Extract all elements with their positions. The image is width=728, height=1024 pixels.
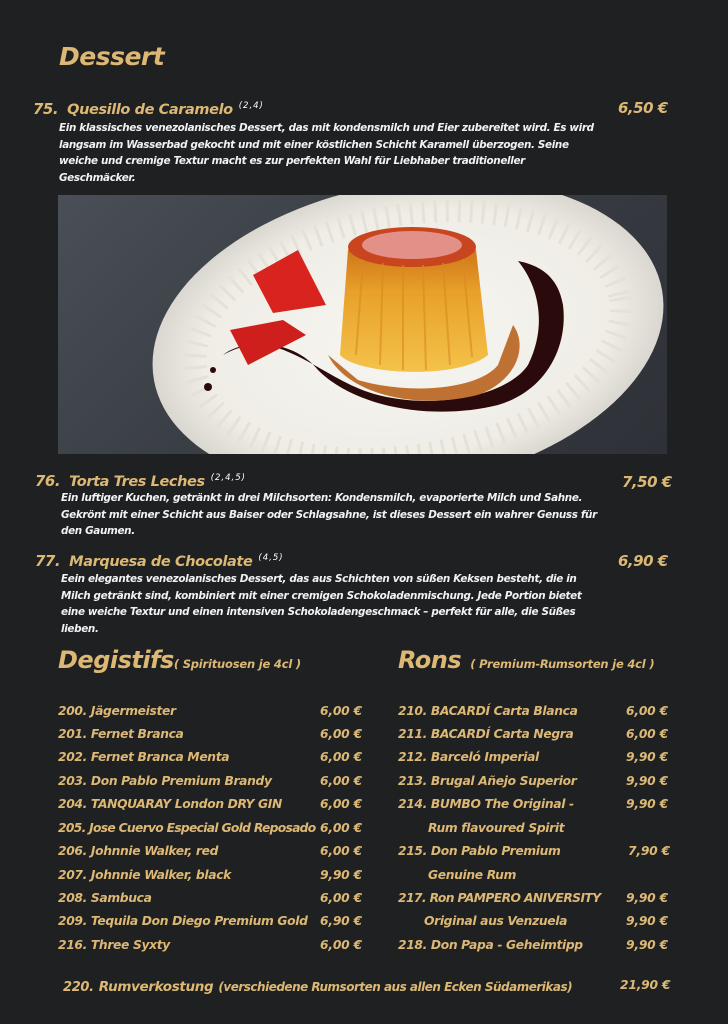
list-item-price: 6,90 €	[320, 914, 362, 928]
list-item: 200. Jägermeister	[58, 704, 176, 718]
item-description: Ein klassisches venezolanisches Dessert, das mit kondensmilch und Eier zubereitet wird. Es wird langsam im Wasserbad gekocht und mit einer köstlichen Schicht Karamell überzogen. Seine weiche und cremige Textur macht es zur perfekten Wahl für Liebhaber traditioneller Geschmäcker.	[59, 122, 594, 184]
list-item: 208. Sambuca	[58, 891, 152, 905]
list-item-price: 9,90 €	[626, 797, 668, 811]
list-item: 209. Tequila Don Diego Premium Gold	[58, 914, 308, 928]
item-price: 6,50 €	[618, 99, 668, 117]
flan-image	[58, 195, 667, 454]
list-item-price: 9,90 €	[626, 938, 668, 952]
list-item: 215. Don Pablo Premium	[398, 844, 561, 858]
tasting-name: Rumverkostung	[98, 979, 214, 995]
list-item: 212. Barceló Imperial	[398, 750, 539, 764]
item-name: Torta Tres Leches	[69, 474, 205, 490]
list-item-price: 6,00 €	[320, 797, 362, 811]
list-item-price: 9,90 €	[626, 774, 668, 788]
list-item-price: 6,00 €	[320, 727, 362, 741]
rons-header	[398, 646, 654, 674]
item-name: Marquesa de Chocolate	[69, 554, 253, 570]
tasting-note: (verschiedene Rumsorten aus allen Ecken Südamerikas)	[218, 980, 573, 994]
rum-tasting-item	[63, 976, 572, 995]
list-item: 204. TANQUARAY London DRY GIN	[58, 797, 282, 811]
list-item-continued: Genuine Rum	[428, 868, 517, 882]
list-item: 202. Fernet Branca Menta	[58, 750, 230, 764]
list-item: 214. BUMBO The Original -	[398, 797, 574, 811]
allergen-codes: (2,4,5)	[210, 472, 246, 483]
list-item-price: 6,00 €	[320, 891, 362, 905]
list-item-continued: Original aus Venzuela	[424, 914, 568, 928]
item-name: Quesillo de Caramelo	[67, 102, 233, 118]
dessert-item-75	[33, 99, 673, 118]
list-item-price: 6,00 €	[626, 704, 668, 718]
dessert-item-77	[35, 551, 675, 570]
digestifs-subtitle: ( Spirituosen je 4cl )	[173, 657, 301, 671]
list-item-price: 9,90 €	[626, 914, 668, 928]
rons-subtitle: ( Premium-Rumsorten je 4cl )	[470, 657, 655, 671]
list-item: 207. Johnnie Walker, black	[58, 868, 231, 882]
list-item: 210. BACARDÍ Carta Blanca	[398, 704, 578, 718]
list-item: 213. Brugal Añejo Superior	[398, 774, 577, 788]
list-item: 211. BACARDÍ Carta Negra	[398, 727, 574, 741]
list-item-price: 6,00 €	[626, 727, 668, 741]
item-description: Eein elegantes venezolanisches Dessert, das aus Schichten von süßen Keksen besteht, die in Milch getränkt sind, kombiniert mit einer cremigen Schokoladenmischung. Jede Portion bietet eine weiche Textur und einen intensiven Schokoladengeschmack – perfekt für alle, die Süßes lieben.	[61, 573, 582, 635]
list-item-price: 9,90 €	[626, 750, 668, 764]
allergen-codes: (2,4)	[238, 100, 264, 111]
item-price: 6,90 €	[618, 552, 668, 570]
dessert-section-title: Dessert	[59, 42, 165, 71]
list-item-continued: Rum flavoured Spirit	[428, 821, 565, 835]
item-description: Ein luftiger Kuchen, getränkt in drei Milchsorten: Kondensmilch, evaporierte Milch und Sahne. Gekrönt mit einer Schicht aus Baiser oder Schlagsahne, ist dieses Dessert ein wahrer Genuss für den Gaumen.	[61, 492, 597, 537]
item-number: 75.	[33, 100, 59, 118]
list-item: 205. Jose Cuervo Especial Gold Reposado	[58, 821, 316, 835]
digestifs-header	[58, 646, 301, 674]
list-item-price: 7,90 €	[628, 844, 670, 858]
list-item-price: 9,90 €	[626, 891, 668, 905]
list-item-price: 6,00 €	[320, 774, 362, 788]
list-item: 203. Don Pablo Premium Brandy	[58, 774, 272, 788]
dessert-photo	[58, 195, 667, 454]
list-item-price: 6,00 €	[320, 750, 362, 764]
list-item-price: 6,00 €	[320, 844, 362, 858]
rons-title: Rons	[398, 646, 462, 674]
dessert-item-76	[35, 471, 675, 490]
item-price: 7,50 €	[622, 473, 672, 491]
tasting-number: 220.	[63, 980, 94, 995]
allergen-codes: (4,5)	[258, 552, 284, 563]
digestifs-title: Degistifs	[58, 646, 174, 674]
list-item-price: 9,90 €	[320, 868, 362, 882]
list-item: 218. Don Papa - Geheimtipp	[398, 938, 583, 952]
list-item-price: 6,00 €	[320, 938, 362, 952]
list-item-price: 6,00 €	[320, 821, 362, 835]
list-item: 216. Three Syxty	[58, 938, 170, 952]
item-number: 76.	[35, 472, 61, 490]
list-item: 206. Johnnie Walker, red	[58, 844, 219, 858]
tasting-price: 21,90 €	[620, 978, 671, 992]
list-item: 217. Ron PAMPERO ANIVERSITY	[398, 891, 601, 905]
list-item: 201. Fernet Branca	[58, 727, 184, 741]
list-item-price: 6,00 €	[320, 704, 362, 718]
item-number: 77.	[35, 552, 61, 570]
